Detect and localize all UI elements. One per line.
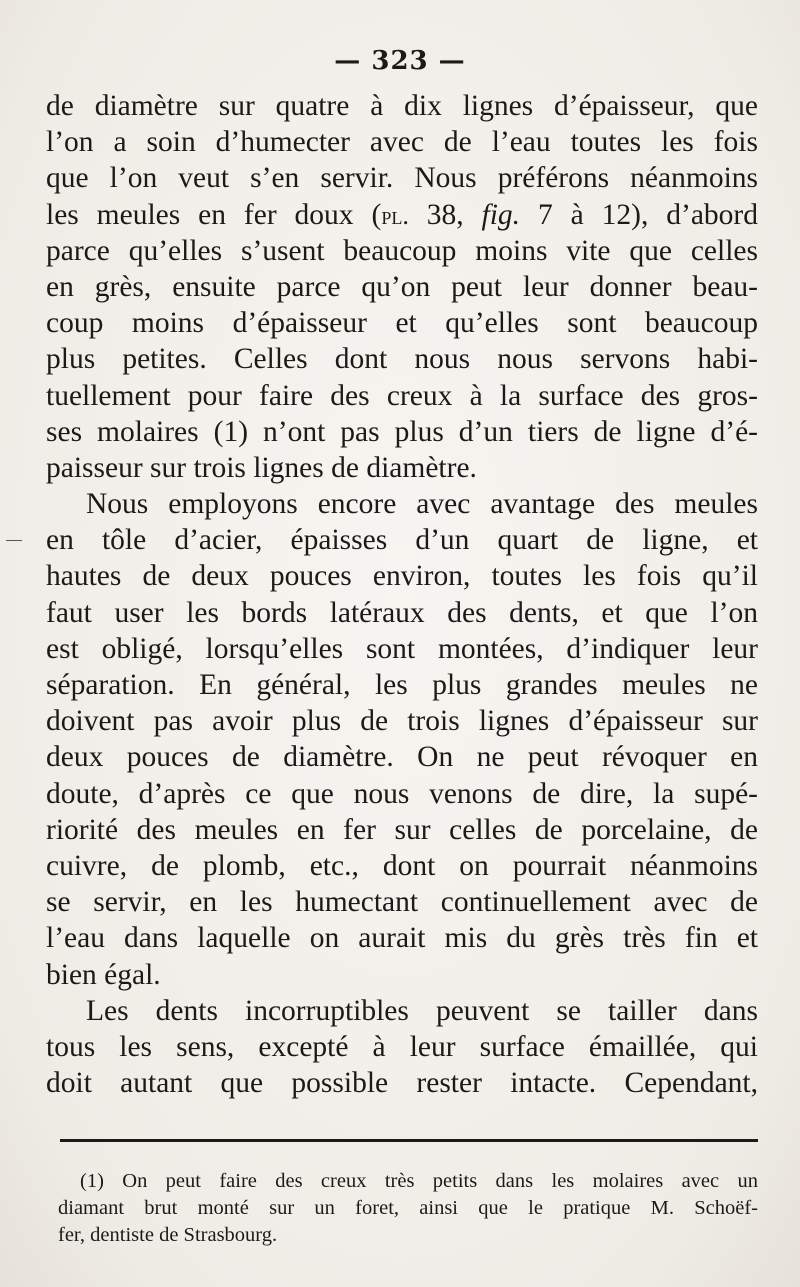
text-line: parce qu’elles s’usent beaucoup moins vite que celles — [46, 234, 758, 267]
text-segment: les meules en fer doux ( — [46, 198, 382, 231]
text-line: hautes de deux pouces environ, toutes les fois qu’il — [46, 560, 758, 593]
footnote-line: diamant brut monté sur un foret, ainsi que le pratique M. Schoëf- — [58, 1197, 758, 1219]
text-line: plus petites. Celles dont nous nous servons habi- — [46, 343, 758, 376]
text-segment: 38, — [408, 198, 482, 231]
text-line: tuellement pour faire des creux à la surface des gros- — [46, 379, 758, 412]
text-line: deux pouces de diamètre. On ne peut révoquer en — [46, 741, 758, 774]
text-line: faut user les bords latéraux des dents, et que l’on — [46, 596, 758, 629]
text-line: l’on a soin d’humecter avec de l’eau toutes les fois — [46, 126, 758, 159]
text-line: en tôle d’acier, épaisses d’un quart de ligne, et — [46, 524, 758, 557]
body-text — [46, 88, 758, 1101]
page-number: — 323 — — [334, 46, 466, 76]
text-line: tous les sens, excepté à leur surface émaillée, qui — [46, 1030, 758, 1063]
text-line: l’eau dans laquelle on aurait mis du grès très fin et — [46, 922, 758, 955]
text-line: paisseur sur trois lignes de diamètre. — [46, 451, 477, 484]
text-line: se servir, en les humectant continuellement avec de — [46, 886, 758, 919]
text-line: est obligé, lorsqu’elles sont montées, d’indiquer leur — [46, 632, 758, 665]
margin-mark — [6, 540, 22, 541]
text-line: cuivre, de plomb, etc., dont on pourrait néanmoins — [46, 849, 758, 882]
footnote — [58, 1168, 758, 1249]
text-line: doit autant que possible rester intacte. Cependant, — [46, 1067, 758, 1100]
text-line-with-figure-ref — [46, 197, 758, 233]
text-segment: 7 à 12), d’abord — [520, 198, 758, 231]
text-line: doute, d’après ce que nous venons de dire, la supé- — [46, 777, 758, 810]
text-line: que l’on veut s’en servir. Nous préférons néanmoins — [46, 162, 758, 195]
text-line: de diamètre sur quatre à dix lignes d’épaisseur, que — [46, 90, 758, 122]
text-line: Les dents incorruptibles peuvent se tailler dans — [86, 994, 758, 1027]
footnote-rule — [60, 1139, 758, 1142]
plate-abbrev: pl. — [381, 200, 409, 230]
text-line: ses molaires (1) n’ont pas plus d’un tiers de ligne d’é- — [46, 415, 758, 448]
text-line: riorité des meules en fer sur celles de porcelaine, de — [46, 813, 758, 846]
text-line: bien égal. — [46, 958, 161, 991]
text-line: coup moins d’épaisseur et qu’elles sont beaucoup — [46, 307, 758, 340]
footnote-line: (1) On peut faire des creux très petits dans les molaires avec un — [80, 1170, 758, 1192]
footnote-line: fer, dentiste de Strasbourg. — [58, 1224, 278, 1246]
text-line: doivent pas avoir plus de trois lignes d’épaisseur sur — [46, 705, 758, 738]
text-line: Nous employons encore avec avantage des meules — [86, 488, 758, 521]
text-line: en grès, ensuite parce qu’on peut leur donner beau- — [46, 270, 758, 303]
text-line: séparation. En général, les plus grandes meules ne — [46, 669, 758, 701]
figure-abbrev: fig. — [481, 198, 521, 231]
